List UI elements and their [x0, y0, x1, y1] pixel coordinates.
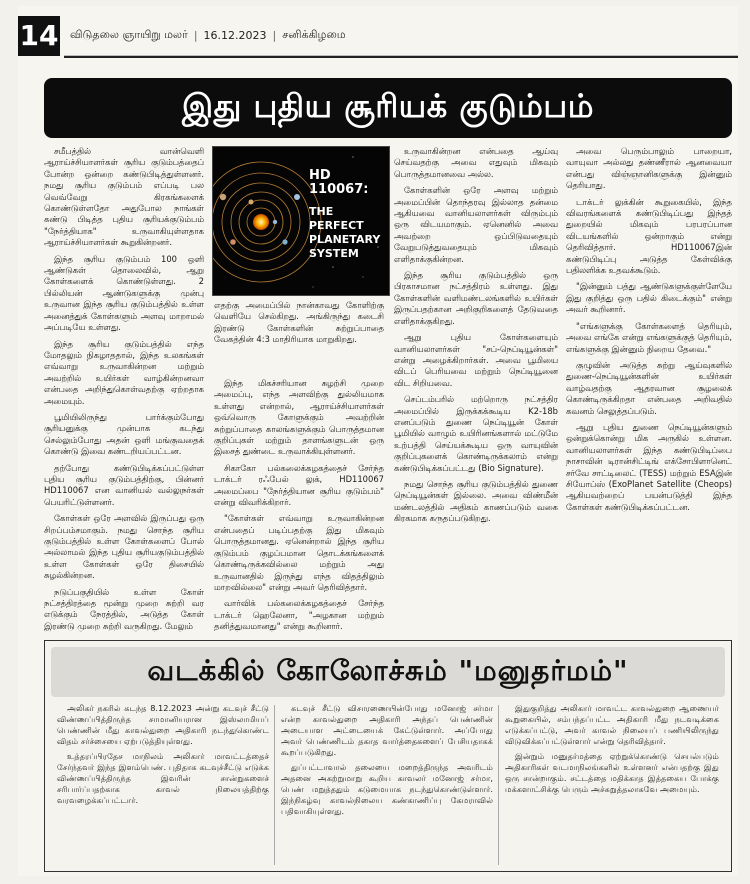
story1-column-2 [214, 378, 384, 636]
issue-date: 16.12.2023 [203, 29, 267, 42]
paragraph: இந்த சூரிய குடும்பம் 100 ஒளி ஆண்டுகள் தொலைவில், ஆறு கோள்களைக் கொண்டுள்ளது. 2 பில்லியன் ஆண்டுகளுக்கு முன்பு உருவான இந்த சூரிய குடும்பத்தில் உள்ள அனைத்துக் கோள்களும் அளவு மாறாமல் அப்படியே உள்ளது. [44, 253, 204, 333]
paragraph: கோள்கள் ஒரே அளவில் இருப்பது ஒரு சிறப்பம்சமாகும். நமது சொந்த சூரிய குடும்பத்தில் உள்ள கோள்களைப் போல் அல்லாமல் இந்த புதிய சூரியகுடும்பத்தில் உள்ள கோள்கள் ஒரே திசையில் சுழல்கின்றன. [44, 513, 204, 581]
planetary-system-image [212, 146, 390, 296]
paragraph: பூமியிலிருந்து பார்க்கும்போது சூரியனுக்கு முன்பாக கடந்து செல்லும்போது அதன் ஒளி மங்குவதைக் கொண்டு இவை கண்டறியப்பட்டன. [44, 411, 204, 457]
paragraph: அவை பெரும்பாலும் பாறையா, வாயுவா அல்லது தண்ணீரால் ஆனவையா என்பது விஞ்ஞானிகளுக்கு இன்னும் தெரியாது. [566, 146, 732, 191]
story2-column-3 [505, 703, 719, 868]
paragraph: "கோள்கள் எவ்வாறு உருவாகின்றன என்பதைப் படிப்பதற்கு இது மிகவும் பொருத்தமானது. ஏனென்றால் இந்த சூரிய குடும்பம் குழப்பமான தொடக்கங்களைக் கொண்டிருக்கவில்லை மற்றும் அது உருவானதில் இருந்து எந்த விதத்திலும் மாறவில்லை" என்று அவர் தெரிவித்தார். [214, 513, 384, 592]
paragraph: சமீபத்தில் வான்வெளி ஆராய்ச்சியாளர்கள் சூரிய குடும்பத்தைப் போன்ற ஒன்றை கண்டுபிடித்துள்ளனர். நமது சூரிய குடும்பம் எப்படி பல வெவ்வேறு கிரகங்களைக் கொண்டுள்ளதோ அதுபோல நாங்கள் கண்டு பிடித்த புதிய சூரியக்குடும்பம் "நேர்த்தியாக" உருவாகியுள்ளதாக ஆராய்ச்சியாளர்கள் கூறுகின்றனர். [44, 146, 204, 248]
paragraph: உருவாகின்றன என்பதை ஆய்வு செய்வதற்கு அவை எதுவும் மிகவும் பொருத்தமானவை அல்ல. [394, 146, 558, 179]
paragraph: செப்டம்பரில் மற்றொரு நட்சத்திர அமைப்பில் இருக்கக்கூடிய K2-18b எனப்படும் துணை நெப்டியூன் கோள் பூமியில் வாழும் உயிரினங்களால் மட்டுமே உற்பத்தி செய்யக்கூடிய ஒரு வாயுவின் குறிப்புகளைக் கொண்டிருக்கலாம் என்று கண்டுபிடிக்கப்பட்டது (Bio Signature). [394, 394, 558, 473]
paragraph: நமது சொந்த சூரிய குடும்பத்தில் துணை நெப்டியூன்கள் இல்லை. அவை விண்மீன் மண்டலத்தில் அதிகம் காணப்படும் வகை கிரகமாக கருதப்படுகிறது. [394, 478, 558, 524]
issue-day: சனிக்கிழமை [282, 28, 346, 41]
figure-title [309, 169, 389, 261]
story1-column-3 [394, 146, 558, 636]
paragraph: இதுகுறித்து அலிகார் மாவட்ட காவல்துறை ஆணையர் கூறுகையில், சம்பந்தப்பட்ட அதிகாரி மீது நடவடிக்கை எடுக்கப்பட்டு, அவர் காவல் நிலையப் பணியிலிருந்து விடுவிக்கப்பட்டுள்ளார் என்று தெரிவித்தார். [505, 703, 719, 746]
header-separator: | [272, 29, 277, 42]
story2-column-1 [57, 703, 269, 868]
figure-caption: எதற்கு அமைப்பில் நான்காவது கோளிற்கு வெளியே செல்கிறது. அங்கிருந்து கடைசி இரண்டு கோள்களின் சுற்றுப்பாதை வேகத்தின் 4:3 மாதிரியாக மாறுகிறது. [214, 300, 384, 345]
paragraph: தற்போது கண்டுபிடிக்கப்பட்டுள்ள புதிய சூரிய குடும்பத்திற்கு, பின்னர் HD110067 என வானியல் வல்லுநர்கள் பெயரிட்டுள்ளனர். [44, 462, 204, 507]
newspaper-page [18, 6, 738, 876]
paragraph: இந்த சூரிய குடும்பத்தில் எந்த மோதலும் நிகழாததால், இந்த உலகங்கள் எவ்வாறு உருவாகின்றன மற்றும் அவற்றில் உயிர்கள் வாழ்கின்றனவா என்பதை அறிந்துகொள்வதற்கு ஏற்றதாக அமையும். [44, 338, 204, 406]
paragraph: வார்விக் பல்கலைக்கழகத்தைச் சேர்ந்த டாக்டர் ஹெலேனா, "அழகான மற்றும் தனித்துவமானது" என்று கூறினார். [214, 598, 384, 632]
paragraph: ஆறு புதிய துணை நெப்டியூன்களும் ஒன்றுக்கொன்று மிக அருகில் உள்ளன. வானியலாளர்கள் இந்த கண்டுபிடிப்பை நாசாவின் டிரான்சிட்டிங் எக்சோபிளானெட் சர்வே சாட்டிலைட் (TESS) மற்றும் ESAஇன் சியோப்ஸ் (ExoPlanet Satellite (Cheops) ஆகியவற்றைப் பயன்படுத்தி இந்த கோள்கள் கண்டுபிடிக்கப்பட்டன. [566, 421, 732, 512]
paragraph: கடவுச் சீட்டு விசாரணையின்போது மனோஜ் சர்மா என்ற காவல்துறை அதிகாரி அந்தப் பெண்ணின் அடையாள அட்டையைக் கேட்டுள்ளார். அப்போது அவர் பெண்ணிடம் தகாத வார்த்தைகளைப் பேசியதாகக் கூறப்படுகிறது. [281, 703, 493, 757]
story2-column-2 [281, 703, 493, 868]
paragraph: நடுப்பகுதியில் உள்ள கோள் நட்சத்திரத்தை மூன்று முறை சுற்றி வர எடுக்கும் நேரத்தில், அடுத்த கோள் இரண்டு முறை சுற்றி வருகிறது. மேலும் [44, 586, 204, 631]
paragraph: இந்த சூரிய குடும்பத்தில் ஒரு பிரகாசமான நட்சத்திரம் உள்ளது. இது கோள்களின் வளிமண்டலங்களில் உயிர்கள் இருப்பதற்கான அறிகுறிகளைத் தேடுவதை எளிதாக்குகிறது. [394, 270, 558, 326]
system-name: HD 110067: [309, 168, 369, 197]
header-separator: | [193, 29, 198, 42]
paragraph: துப்பட்டாவால் தலையை மறைத்திருந்த அவரிடம் அதனை அகற்றுமாறு கூறிய காவலர் மனோஜ் சர்மா, பெண் மறுத்ததும் கடுமையாக நடந்துகொண்டுள்ளார். இந்நிகழ்வு காவல்நிலைய கண்காணிப்பு கேமராவில் பதிவாகியுள்ளது. [281, 762, 493, 816]
story1-column-1 [44, 146, 204, 636]
story2-headline: வடக்கில் கோலோச்சும் "மனுதர்மம்" [147, 653, 629, 687]
paragraph: இந்த மிகச்சரியான சுழற்சி முறை அமைப்பு, எந்த அளவிற்கு துல்லியமாக உள்ளது என்றால், ஆராய்ச்சியாளர்கள் ஒவ்வொரு கோளுக்கும் அவற்றின் சுற்றுப்பாதை காலங்களுக்கும் பொருத்தமான குறிப்புகள் மற்றும் தாளங்களுடன் ஒரு இசைத் துண்டை உருவாக்கியுள்ளனர். [214, 378, 384, 457]
paragraph: "எங்களுக்கு கோள்களைத் தெரியும், அவை எங்கே என்று எங்களுக்குத் தெரியும், எங்களுக்கு இன்னும் நிறைய தேவை." [566, 320, 732, 354]
story2-box [44, 640, 732, 872]
headline-banner [44, 78, 732, 138]
main-headline: இது புதிய சூரியக் குடும்பம் [182, 87, 594, 125]
paragraph: டாக்டர் லுக்கின் கூறுகையில், இந்த விவரங்களைக் கண்டுபிடிப்பது இந்தத் துறையில் மிகவும் பரபரப்பான விடயங்களில் ஒன்றாகும் என்று தெரிவித்தார். HD110067இன் கண்டுபிடிப்பு அடுத்த கேள்விக்கு பதிலளிக்க உதவக்கூடும். [566, 196, 732, 276]
story1-column-4 [566, 146, 732, 636]
paragraph: குழுவின் அடுத்த சுற்று ஆய்வுகளில் துணை-நெப்டியூன்களின் உயிர்கள் வாழ்வதற்கு ஆதரவான சூழலைக் கொண்டிருக்கிறதா என்பதை அறிவதில் கவனம் செலுத்தப்படும். [566, 359, 732, 416]
column-divider [498, 705, 499, 865]
paragraph: இன்றும் மனுதர்மத்தை ஏற்றுக்கொண்டு செயல்படும் அதிகாரிகள் வடமாநிலங்களில் உள்ளனர் என்பதற்கு இது ஒரு சான்றாகும். சட்டத்தை மதிக்காத இத்தகைய போக்கு மக்களாட்சிக்கு பெரும் அச்சுறுத்தலாகவே அமையும். [505, 751, 719, 794]
story2-headline-bar [51, 647, 725, 697]
column-divider [274, 705, 275, 865]
page-header [64, 16, 738, 56]
paragraph: அலிகர் நகரில் கடந்த 8.12.2023 அன்று கடவுச் சீட்டு விண்ணப்பித்திருந்த சாமானியரான இஸ்லாமியப் பெண்ணின் மீது காவல்துறை அதிகாரி நடந்துகொண்ட விதம் சர்ச்சையை ஏற்படுத்தியுள்ளது. [57, 703, 269, 746]
paragraph: உத்தரப்பிரதேச மாநிலம் அலிகார் மாவட்டத்தைச் சேர்ந்தவர் இந்த இளம்பெண். புதிதாக கடவுச்சீட்டு எடுக்க விண்ணப்பித்திருந்த இவரின் சான்றுகளைச் சரிபார்ப்பதற்காக காவல் நிலையத்திற்கு வரவழைக்கப்பட்டார். [57, 751, 269, 805]
paragraph: கோள்களின் ஒரே அளவு மற்றும் அமைப்பின் தொந்தரவு இல்லாத தன்மை ஆகியவை வானியலாளர்கள் விரும்பும் ஒரு விடயமாகும். ஏனெனில் அவை அவற்றை ஒப்பிடுவதையும் வேறுபடுத்துவதையும் மிகவும் எளிதாக்குகின்றன. [394, 185, 558, 264]
page-number: 14 [18, 16, 60, 56]
story1-body [44, 146, 732, 636]
paragraph: சிகாகோ பல்கலைக்கழகத்தைச் சேர்ந்த டாக்டர் ரஃபேல் லுக், HD110067 அமைப்பை "நேர்த்தியான சூரிய குடும்பம்" என்று விவரிக்கிறார். [214, 462, 384, 508]
header-rule [64, 56, 738, 58]
paragraph: ஆறு புதிய கோள்களையும் வானியலாளர்கள் "சப்-நெப்டியூன்கள்" என்று அழைக்கிறார்கள். அவை பூமியை விடப் பெரியவை மற்றும் நெப்டியூனை விட சிறியவை. [394, 332, 558, 388]
system-tagline: THE PERFECT PLANETARY SYSTEM [309, 205, 381, 260]
publication-name: விடுதலை ஞாயிறு மலர் [70, 28, 188, 41]
paragraph: "இன்னும் பத்து ஆண்டுகளுக்குள்ளேயே இது குறித்து ஒரு பதில் கிடைக்கும்" என்று அவர் கூறினார். [566, 281, 732, 315]
